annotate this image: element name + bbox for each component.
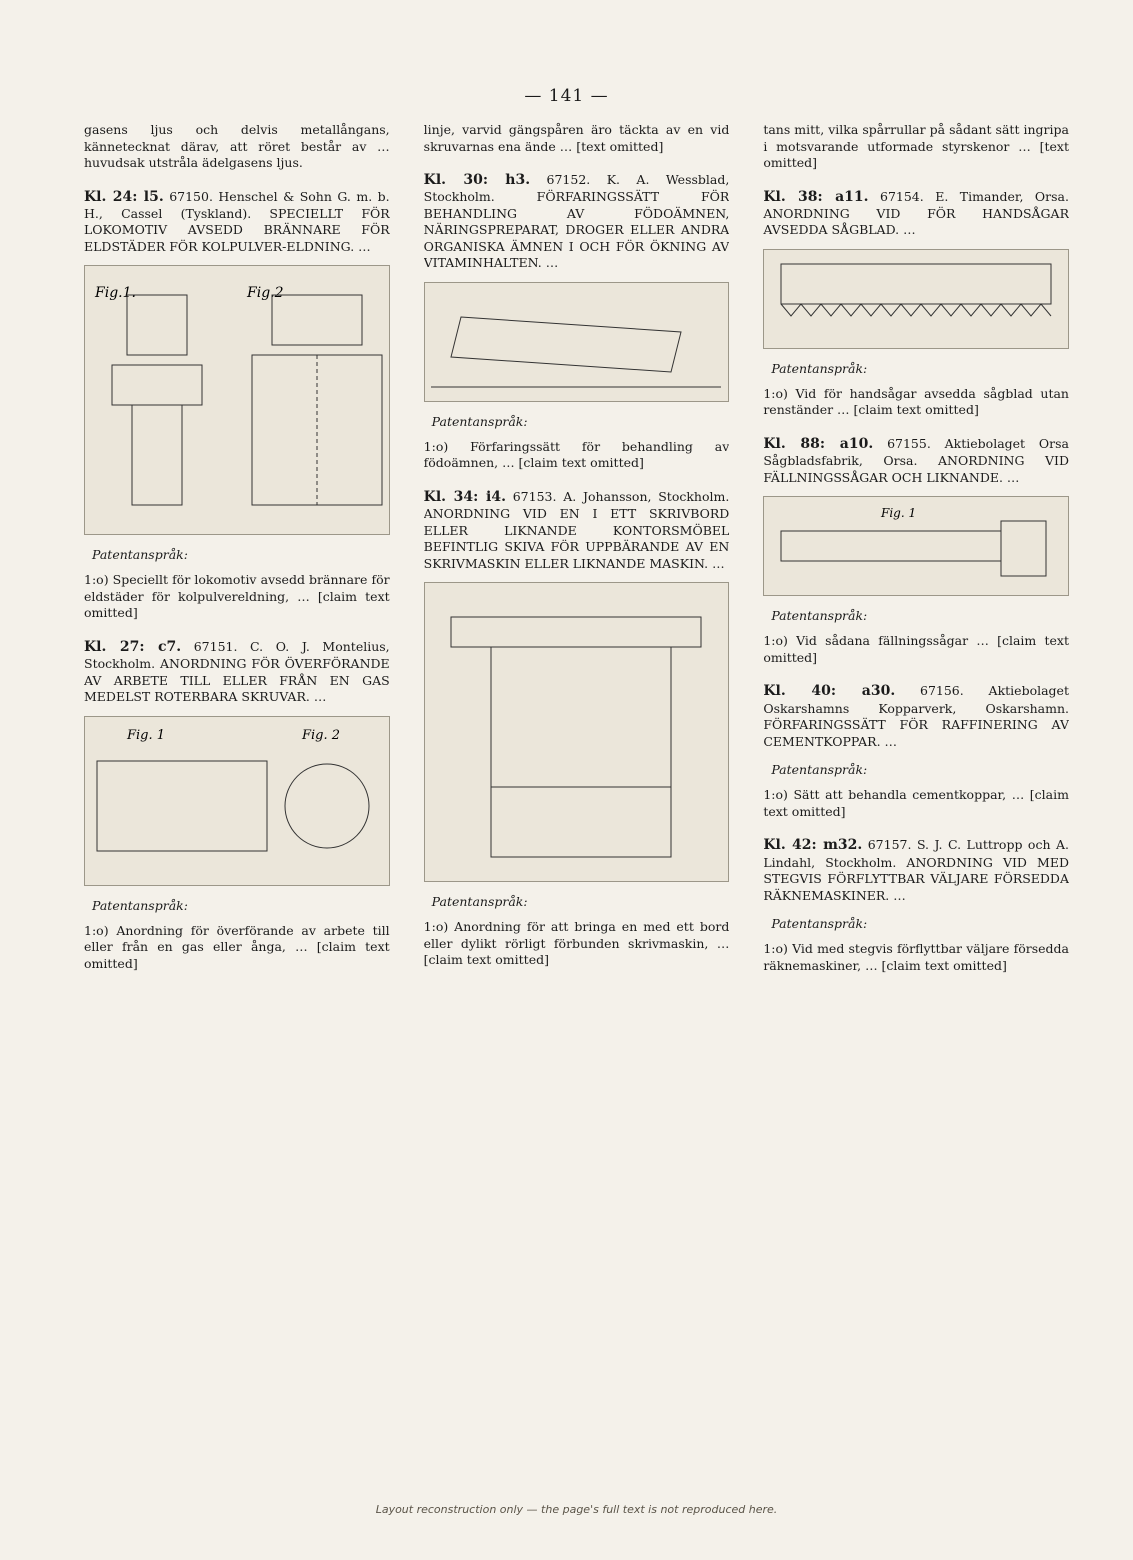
desk-cabinet xyxy=(491,647,671,857)
entry-67157 xyxy=(763,836,1069,904)
entry-67156-text: 67156. Aktiebolaget Oskarshamns Kopparverk, Oskarshamn. FÖRFARINGSSÄTT FÖR RAFFINERING AV CEMENTKOPPAR. … xyxy=(763,683,1069,749)
burner-top-right xyxy=(272,295,362,345)
fig2b-label: Fig. 2 xyxy=(301,727,340,743)
claims-label-67152: Patentanspråk: xyxy=(431,413,528,429)
claims-label-67150: Patentanspråk: xyxy=(92,547,188,563)
burner-top-left xyxy=(127,295,187,355)
entry-67153-text: 67153. A. Johansson, Stockholm. ANORDNING VID EN I ETT SKRIVBORD ELLER LIKNANDE KONTORSMÖBEL BEFINTLIG SKIVA FÖR UPPBÄRANDE AV EN SKRIVMASKIN ELLER LIKNANDE MASKIN. … xyxy=(423,488,730,571)
figure-burner xyxy=(84,265,390,535)
claim-67150: 1:o) Speciellt för lokomotiv avsedd brännare för eldstäder för kolpulvereldning, … [claim text omitted] xyxy=(84,572,390,621)
claims-label-67153: Patentanspråk: xyxy=(431,894,528,910)
text-columns xyxy=(84,122,1069,1502)
screw-housing xyxy=(97,761,267,851)
claim-67157: 1:o) Vid med stegvis förflyttbar väljare försedda räknemaskiner, … [claim text omitted] xyxy=(763,941,1069,973)
entry-67156 xyxy=(763,682,1069,750)
entry-67157-text: 67157. S. J. C. Luttropp och A. Lindahl, Stockholm. ANORDNING VID MED STEGVIS FÖRFLYTTBAR VÄLJARE FÖRSEDDA RÄKNEMASKINER. … xyxy=(763,837,1069,903)
entry-67151 xyxy=(84,638,390,706)
column-1 xyxy=(84,122,390,1502)
entry-67153 xyxy=(424,488,730,572)
felling-saw-blade xyxy=(781,531,1001,561)
claim-67153: 1:o) Anordning för att bringa en med ett bord eller dylikt rörligt förbunden skrivmaskin, … [claim text omitted] xyxy=(423,919,730,968)
entry-67155-class: Kl. 88: a10. xyxy=(763,435,874,452)
claims-label-67157: Patentanspråk: xyxy=(771,916,868,932)
desk-top xyxy=(451,617,701,647)
entry-67150-class: Kl. 24: l5. xyxy=(84,188,164,205)
entry-67155 xyxy=(763,435,1069,486)
felling-saw-drawing xyxy=(771,501,1061,591)
burner-flange-left xyxy=(112,365,202,405)
entry-67155-text: 67155. Aktiebolaget Orsa Sågbladsfabrik, Orsa. ANORDNING VID FÄLLNINGSSÅGAR OCH LIKNANDE. … xyxy=(763,435,1069,485)
entry-67152-text: 67152. K. A. Wessblad, Stockholm. FÖRFARINGSSÄTT FÖR BEHANDLING AV FÖDOÄMNEN, NÄRINGSPREPARAT, DROGER ELLER ANDRA ORGANISKA ÄMNEN I OCH FÖR ÖKNING AV VITAMINHALTEN. … xyxy=(423,172,730,271)
claims-label-67151: Patentanspråk: xyxy=(92,897,188,913)
claims-label-67154: Patentanspråk: xyxy=(771,360,868,376)
fig1-label: Fig.1. xyxy=(94,285,136,302)
claim-67154: 1:o) Vid för handsågar avsedda sågblad utan renständer … [claim text omitted] xyxy=(763,385,1069,418)
entry-67150-text: 67150. Henschel & Sohn G. m. b. H., Cassel (Tyskland). SPECIELLT FÖR LOKOMOTIV AVSEDD BRÄNNARE FÖR ELDSTÄDER FÖR KOLPULVER-ELDNING. … xyxy=(84,188,390,254)
entry-67156-class: Kl. 40: a30. xyxy=(763,683,896,700)
entry-67154-class: Kl. 38: a11. xyxy=(763,188,869,205)
entry-67153-class: Kl. 34: i4. xyxy=(423,488,506,505)
column-3 xyxy=(763,122,1069,1502)
claim-67151: 1:o) Anordning för överförande av arbete till eller från en gas eller ånga, … [claim text omitted] xyxy=(84,922,390,971)
column-2 xyxy=(424,122,730,1502)
screw-drawing xyxy=(87,721,387,881)
figure-felling-saw xyxy=(763,496,1069,596)
claims-label-67156: Patentanspråk: xyxy=(771,762,868,778)
felling-saw-fig-label: Fig. 1 xyxy=(881,506,917,521)
fig2-label: Fig.2 xyxy=(246,285,284,302)
entry-67152-class: Kl. 30: h3. xyxy=(423,172,531,188)
entry-67151-text: 67151. C. O. J. Montelius, Stockholm. ANORDNING FÖR ÖVERFÖRANDE AV ARBETE TILL ELLER FRÅN EN GAS MEDELST ROTERBARA SKRUVAR. … xyxy=(84,638,390,705)
claims-label-67155: Patentanspråk: xyxy=(771,608,868,624)
col2-intro: linje, varvid gängspåren äro täckta av en vid skruvarnas ena ände … [text omitted] xyxy=(423,122,730,154)
burner-drawing xyxy=(87,275,387,525)
figure-irradiation-drum xyxy=(424,282,730,402)
figure-desk xyxy=(424,582,730,882)
figure-screw-compressor xyxy=(84,716,390,886)
col1-intro: gasens ljus och delvis metallångans, kännetecknat därav, att röret består av … huvudsak utstråla ädelgasens ljus. xyxy=(84,122,390,170)
entry-67154-text: 67154. E. Timander, Orsa. ANORDNING VID FÖR HANDSÅGAR AVSEDDA SÅGBLAD. … xyxy=(763,188,1069,238)
saw-teeth xyxy=(781,304,1051,316)
entry-67157-class: Kl. 42: m32. xyxy=(763,837,863,854)
claim-67155: 1:o) Vid sådana fällningssågar … [claim text omitted] xyxy=(763,633,1069,665)
page-number: — 141 — xyxy=(524,86,609,106)
drum-body xyxy=(451,317,681,372)
saw-blade-body xyxy=(781,264,1051,304)
entry-67154 xyxy=(763,188,1069,239)
desk-drawing xyxy=(431,587,721,877)
entry-67150 xyxy=(84,188,390,256)
claim-67152: 1:o) Förfaringssätt för behandling av födoämnen, … [claim text omitted] xyxy=(423,438,730,471)
claim-67156: 1:o) Sätt att behandla cementkoppar, … [claim text omitted] xyxy=(763,787,1069,819)
entry-67151-class: Kl. 27: c7. xyxy=(84,638,182,655)
fig1b-label: Fig. 1 xyxy=(126,727,165,743)
figure-saw-blade xyxy=(763,249,1069,349)
entry-67152 xyxy=(424,171,730,272)
drum-drawing xyxy=(431,287,721,397)
screw-cross-section xyxy=(285,764,369,848)
felling-saw-handle xyxy=(1001,521,1046,576)
reconstruction-notice: Layout reconstruction only — the page's full text is not reproduced here. xyxy=(375,1503,778,1516)
burner-body-left xyxy=(132,405,182,505)
col3-intro: tans mitt, vilka spårrullar på sådant sätt ingripa i motsvarande utformade styrskenor … [text omitted] xyxy=(763,122,1069,170)
saw-blade-drawing xyxy=(771,254,1061,344)
